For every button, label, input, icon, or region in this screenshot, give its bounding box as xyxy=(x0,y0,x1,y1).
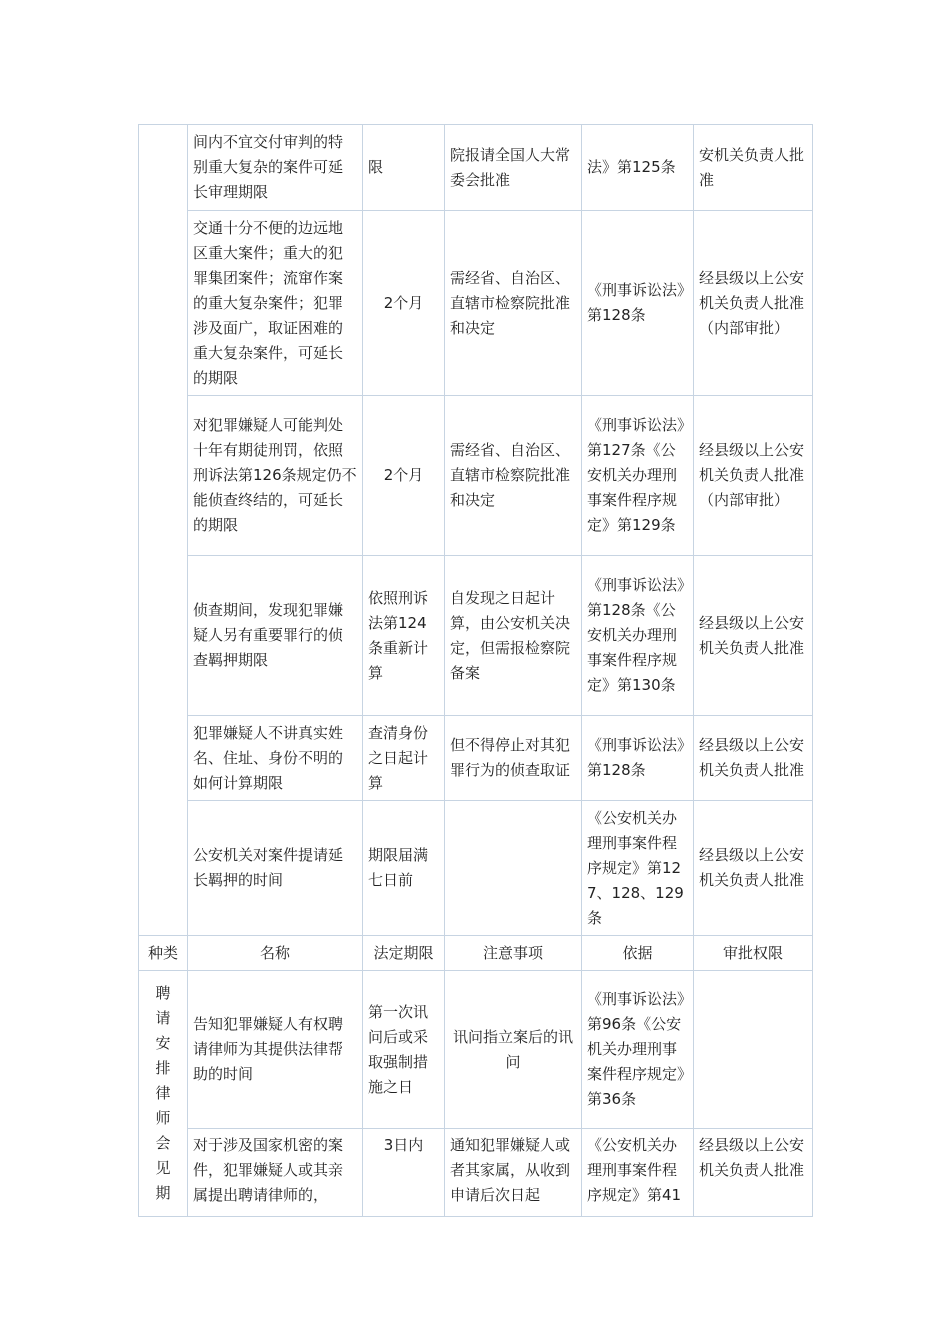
category-label: 聘请安排律师会见期 xyxy=(155,984,171,1202)
approval-cell: 经县级以上公安机关负责人批准（内部审批） xyxy=(694,396,813,556)
time-limit-table xyxy=(138,124,813,1217)
approval-cell: 经县级以上公安机关负责人批准 xyxy=(694,1129,813,1217)
name-cell: 公安机关对案件提请延长羁押的时间 xyxy=(188,801,363,936)
note-cell: 需经省、自治区、直辖市检察院批准和决定 xyxy=(445,396,582,556)
basis-cell: 《刑事诉讼法》第127条《公安机关办理刑事案件程序规定》第129条 xyxy=(582,396,694,556)
table-row xyxy=(139,716,813,801)
header-name: 名称 xyxy=(188,936,363,971)
approval-cell: 经县级以上公安机关负责人批准 xyxy=(694,556,813,716)
table-header-row xyxy=(139,936,813,971)
header-period: 法定期限 xyxy=(363,936,445,971)
name-cell: 犯罪嫌疑人不讲真实姓名、住址、身份不明的如何计算期限 xyxy=(188,716,363,801)
name-cell: 间内不宜交付审判的特别重大复杂的案件可延长审理期限 xyxy=(188,125,363,211)
header-basis: 依据 xyxy=(582,936,694,971)
table-row xyxy=(139,396,813,556)
name-cell: 对于涉及国家机密的案件，犯罪嫌疑人或其亲属提出聘请律师的， xyxy=(188,1129,363,1217)
document-page xyxy=(138,124,812,1217)
table-row xyxy=(139,801,813,936)
approval-cell: 经县级以上公安机关负责人批准（内部审批） xyxy=(694,211,813,396)
period-cell: 期限届满七日前 xyxy=(363,801,445,936)
name-cell: 交通十分不便的边远地区重大案件；重大的犯罪集团案件；流窜作案的重大复杂案件；犯罪涉及面广，取证困难的重大复杂案件，可延长的期限 xyxy=(188,211,363,396)
basis-cell: 《刑事诉讼法》第128条 xyxy=(582,211,694,396)
name-cell: 对犯罪嫌疑人可能判处十年有期徒刑罚，依照刑诉法第126条规定仍不能侦查终结的，可延长的期限 xyxy=(188,396,363,556)
note-cell: 需经省、自治区、直辖市检察院批准和决定 xyxy=(445,211,582,396)
table-row xyxy=(139,556,813,716)
basis-cell: 法》第125条 xyxy=(582,125,694,211)
approval-cell: 安机关负责人批准 xyxy=(694,125,813,211)
period-cell: 查清身份之日起计算 xyxy=(363,716,445,801)
period-cell: 2个月 xyxy=(363,396,445,556)
basis-cell: 《刑事诉讼法》第128条 xyxy=(582,716,694,801)
category-cell-lawyer xyxy=(139,971,188,1217)
header-approval: 审批权限 xyxy=(694,936,813,971)
basis-cell: 《刑事诉讼法》第96条《公安机关办理刑事案件程序规定》第36条 xyxy=(582,971,694,1129)
basis-cell: 《刑事诉讼法》第128条《公安机关办理刑事案件程序规定》第130条 xyxy=(582,556,694,716)
header-kind: 种类 xyxy=(139,936,188,971)
approval-cell: 经县级以上公安机关负责人批准 xyxy=(694,801,813,936)
note-cell: 通知犯罪嫌疑人或者其家属，从收到申请后次日起 xyxy=(445,1129,582,1217)
note-cell: 自发现之日起计算，由公安机关决定，但需报检察院备案 xyxy=(445,556,582,716)
period-cell: 2个月 xyxy=(363,211,445,396)
note-cell: 讯问指立案后的讯问 xyxy=(445,971,582,1129)
note-cell: 院报请全国人大常委会批准 xyxy=(445,125,582,211)
period-cell: 3日内 xyxy=(363,1129,445,1217)
note-cell: 但不得停止对其犯罪行为的侦查取证 xyxy=(445,716,582,801)
period-cell: 第一次讯问后或采取强制措施之日 xyxy=(363,971,445,1129)
header-note: 注意事项 xyxy=(445,936,582,971)
table-row xyxy=(139,971,813,1129)
note-cell xyxy=(445,801,582,936)
period-cell: 限 xyxy=(363,125,445,211)
basis-cell: 《公安机关办理刑事案件程序规定》第41 xyxy=(582,1129,694,1217)
period-cell: 依照刑诉法第124条重新计算 xyxy=(363,556,445,716)
approval-cell xyxy=(694,971,813,1129)
name-cell: 告知犯罪嫌疑人有权聘请律师为其提供法律帮助的时间 xyxy=(188,971,363,1129)
category-cell-empty xyxy=(139,125,188,936)
approval-cell: 经县级以上公安机关负责人批准 xyxy=(694,716,813,801)
table-row xyxy=(139,125,813,211)
table-row xyxy=(139,211,813,396)
name-cell: 侦查期间，发现犯罪嫌疑人另有重要罪行的侦查羁押期限 xyxy=(188,556,363,716)
basis-cell: 《公安机关办理刑事案件程序规定》第127、128、129条 xyxy=(582,801,694,936)
table-row xyxy=(139,1129,813,1217)
